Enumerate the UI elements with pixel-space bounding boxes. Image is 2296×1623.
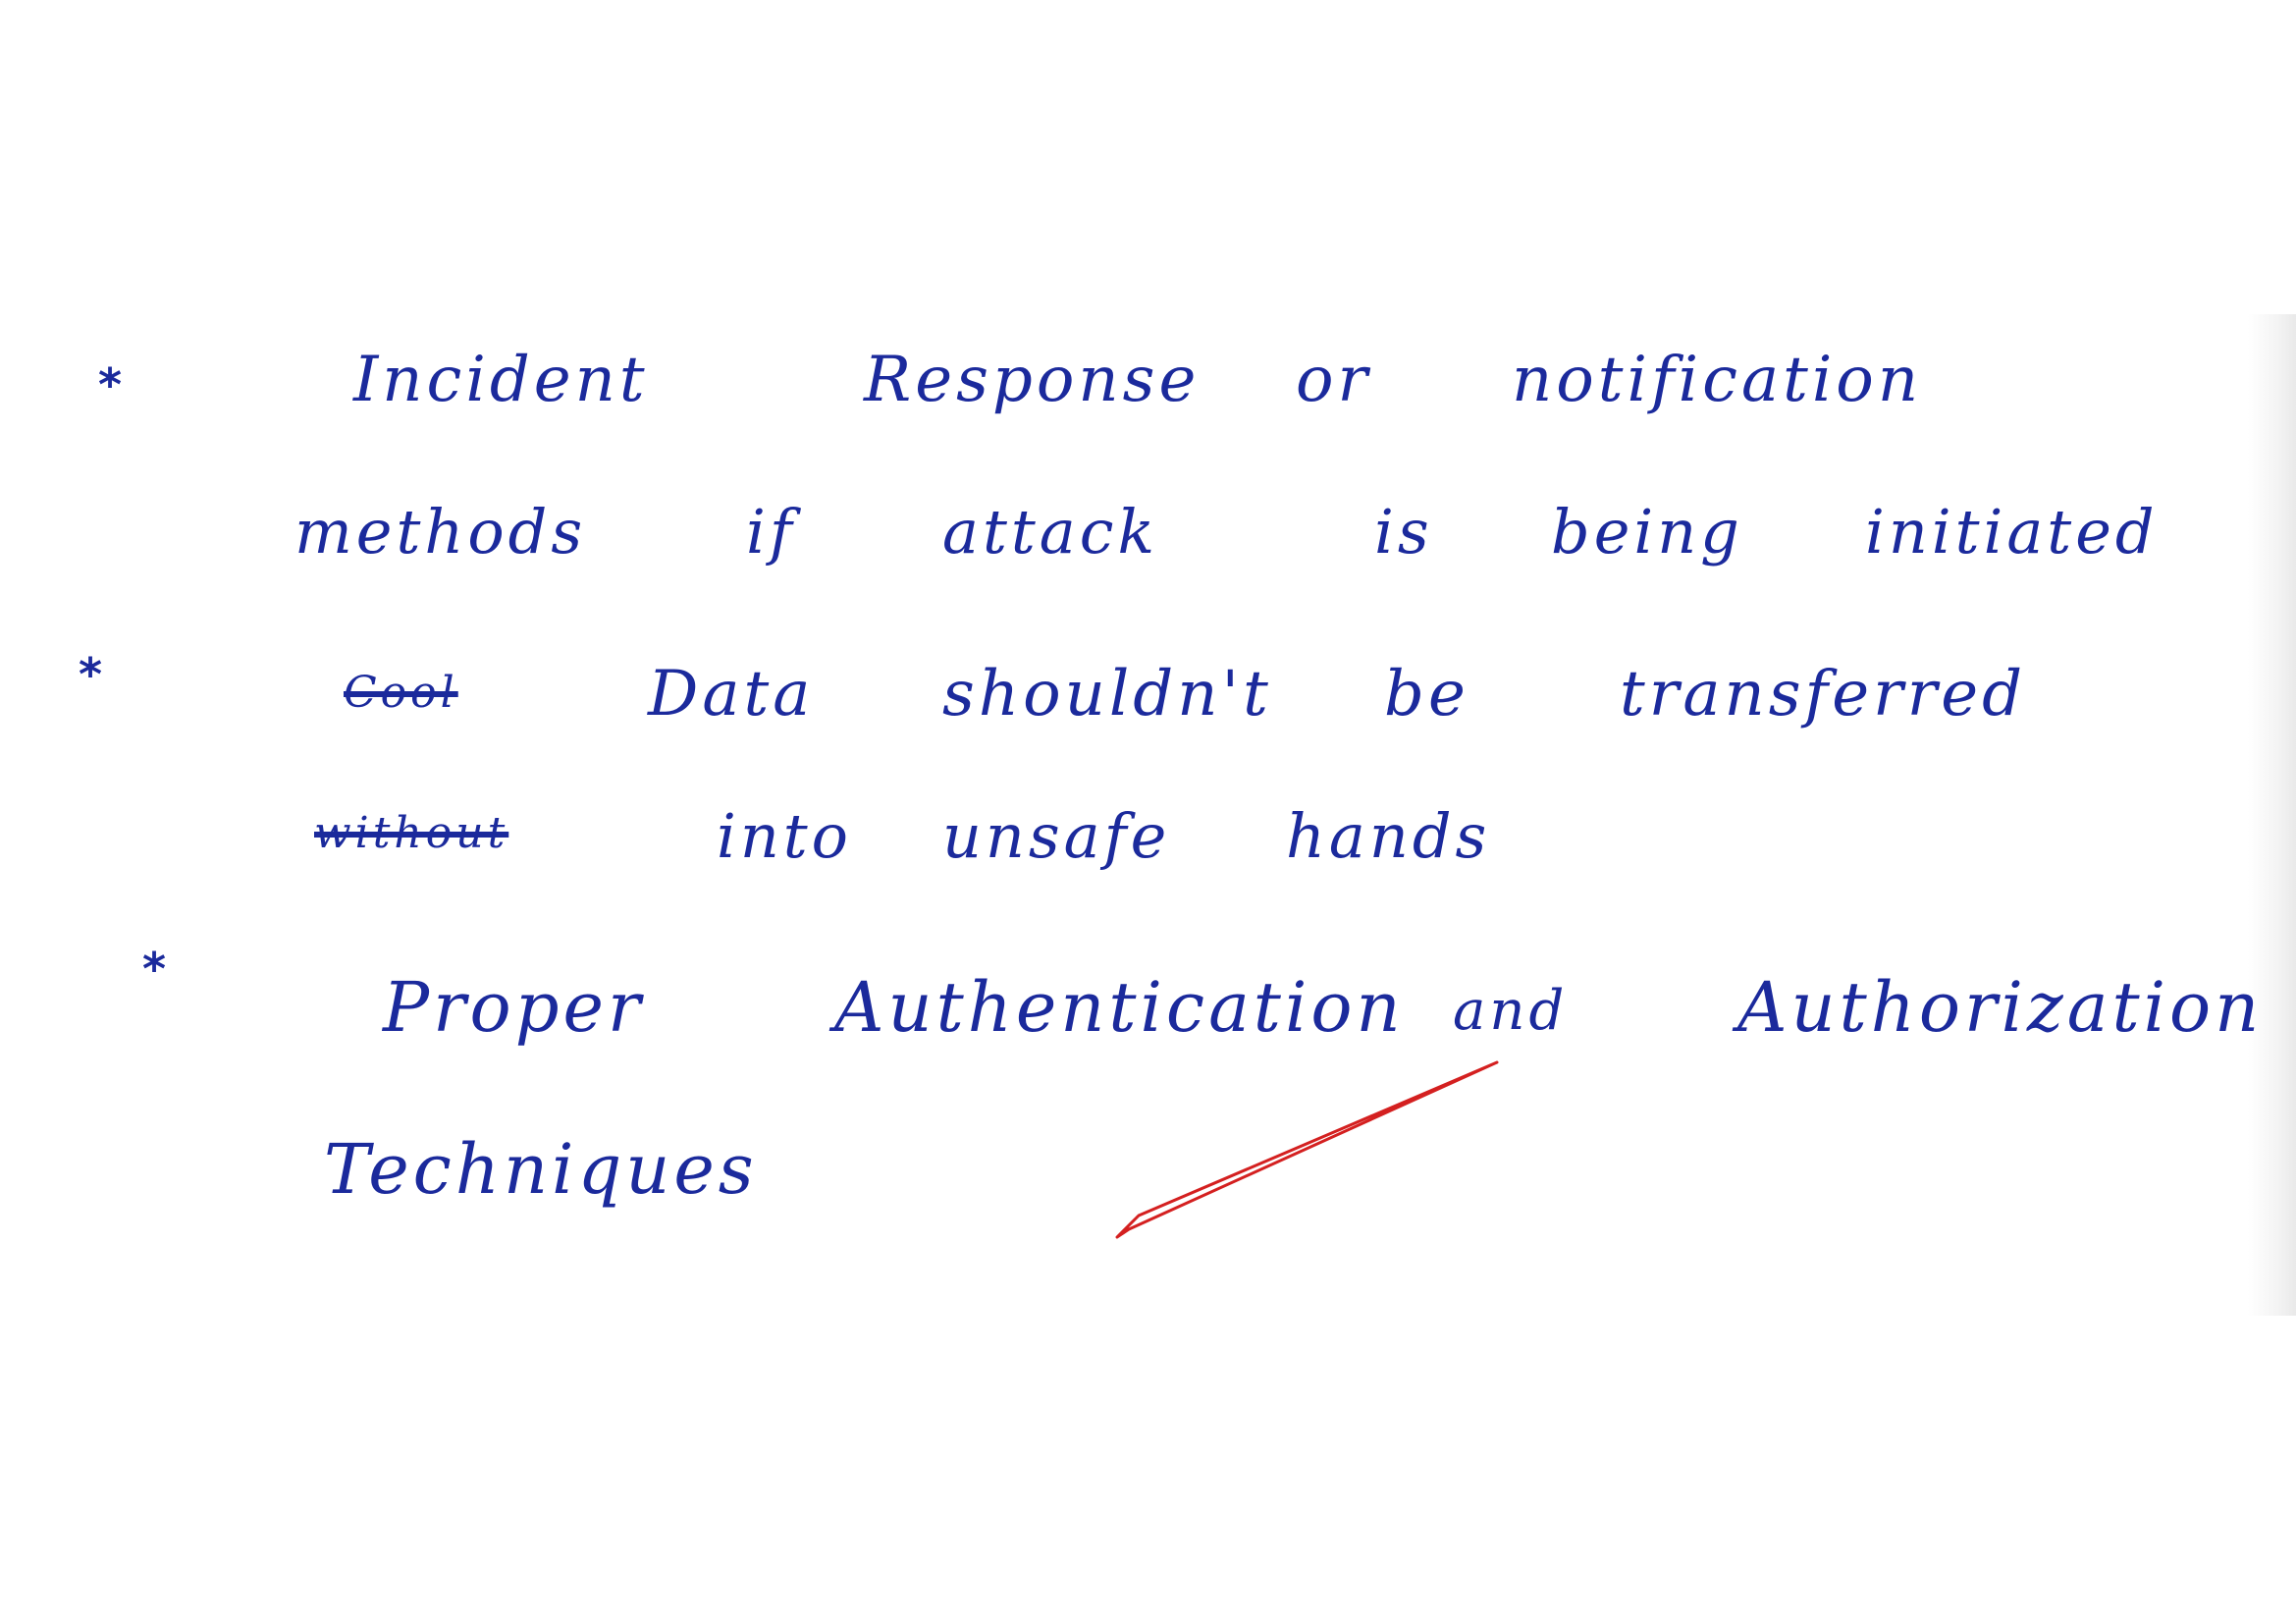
word: unsafe [942, 800, 1171, 872]
word: is [1374, 496, 1433, 568]
word: if [746, 496, 796, 568]
word: attack [942, 496, 1159, 568]
word: Incident [353, 344, 649, 416]
word: into [717, 800, 853, 872]
word: notification [1512, 344, 1923, 416]
red-correction-mark [1109, 1051, 1522, 1247]
struck-word: Cool [344, 668, 458, 718]
bullet-2: * [79, 648, 103, 701]
paper-edge [2248, 314, 2296, 1316]
word: be [1384, 658, 1469, 730]
word: hands [1286, 800, 1491, 872]
word: initiated [1865, 496, 2159, 568]
word: Authentication [834, 967, 1405, 1048]
struck-word: without [314, 808, 509, 858]
bullet-3: * [142, 943, 167, 996]
bullet-1: * [98, 358, 123, 411]
word: methods [294, 496, 587, 568]
word: Data [648, 658, 815, 730]
word: transferred [1620, 658, 2027, 730]
word: or [1296, 344, 1372, 416]
word: being [1551, 496, 1743, 568]
word: shouldn't [942, 658, 1272, 730]
word: Proper [383, 967, 645, 1048]
word: Techniques [324, 1129, 758, 1210]
word: and [1453, 979, 1569, 1043]
word: Authorization [1737, 967, 2264, 1048]
word: Response [864, 344, 1201, 416]
